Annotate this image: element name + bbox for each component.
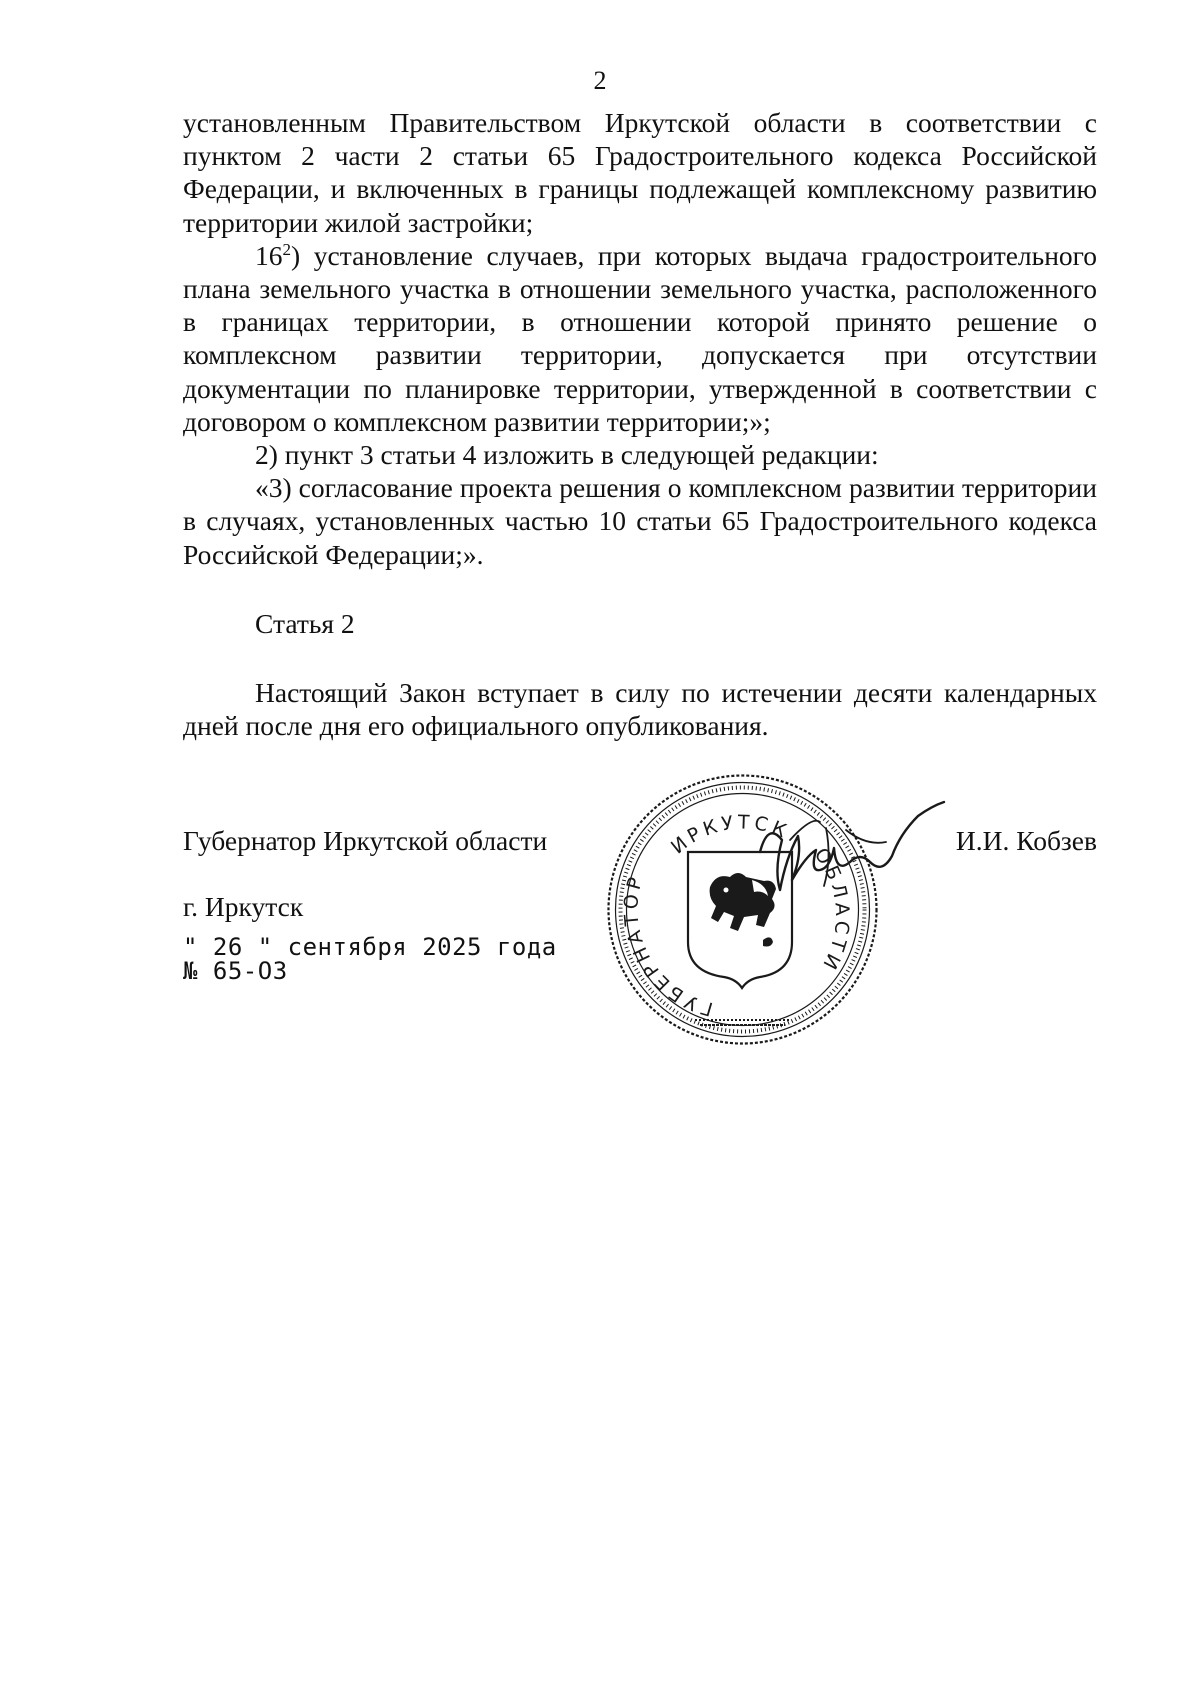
handwritten-signature bbox=[750, 800, 955, 910]
item-text: ) установление случаев, при которых выдача градостроительного плана земельного участка в отношении земельного участка, расположенного в границах территории, в отношении которой принято решение о комплексном развитии территории, допускается при отсутствии документации по планировке территории, утвержденной в соответствии с договором о комплексном развитии территории;»; bbox=[183, 239, 1097, 437]
document-body bbox=[183, 106, 1097, 742]
paragraph-item-16-2 bbox=[183, 239, 1097, 438]
seal-left-text: ГУБЕРНАТОР bbox=[620, 871, 716, 1020]
signatory-title: Губернатор Иркутской области bbox=[183, 825, 548, 856]
paragraph-continuation: установленным Правительством Иркутской области в соответствии с пунктом 2 части 2 статьи 65 Градостроительного кодекса Российской Федерации, и включенных в границы подлежащей комплексному развитию территории жилой застройки; bbox=[183, 107, 1097, 238]
page-number: 2 bbox=[593, 66, 607, 95]
signatory-name: И.И. Кобзев bbox=[955, 825, 1097, 856]
seal-right-text: ОБЛАСТИ bbox=[809, 843, 854, 977]
law-number: № 65-ОЗ bbox=[183, 957, 288, 985]
signing-date: " 26 " сентября 2025 года bbox=[183, 933, 557, 961]
item-number: 16 bbox=[255, 239, 283, 271]
paragraph-new-wording: «3) согласование проекта решения о комплексном развитии территории в случаях, установленных частью 10 статьи 65 Градостроительного кодекса Российской Федерации;». bbox=[183, 472, 1097, 570]
seal-top-text: ИРКУТСК bbox=[666, 811, 794, 859]
article-heading: Статья 2 bbox=[255, 607, 355, 639]
article-text: Настоящий Закон вступает в силу по истечении десяти календарных дней после дня его официального опубликования. bbox=[183, 677, 1097, 742]
paragraph-amendment-point: 2) пункт 3 статьи 4 изложить в следующей редакции: bbox=[255, 439, 879, 471]
place-of-signing: г. Иркутск bbox=[183, 891, 304, 922]
item-superscript: 2 bbox=[282, 239, 291, 259]
